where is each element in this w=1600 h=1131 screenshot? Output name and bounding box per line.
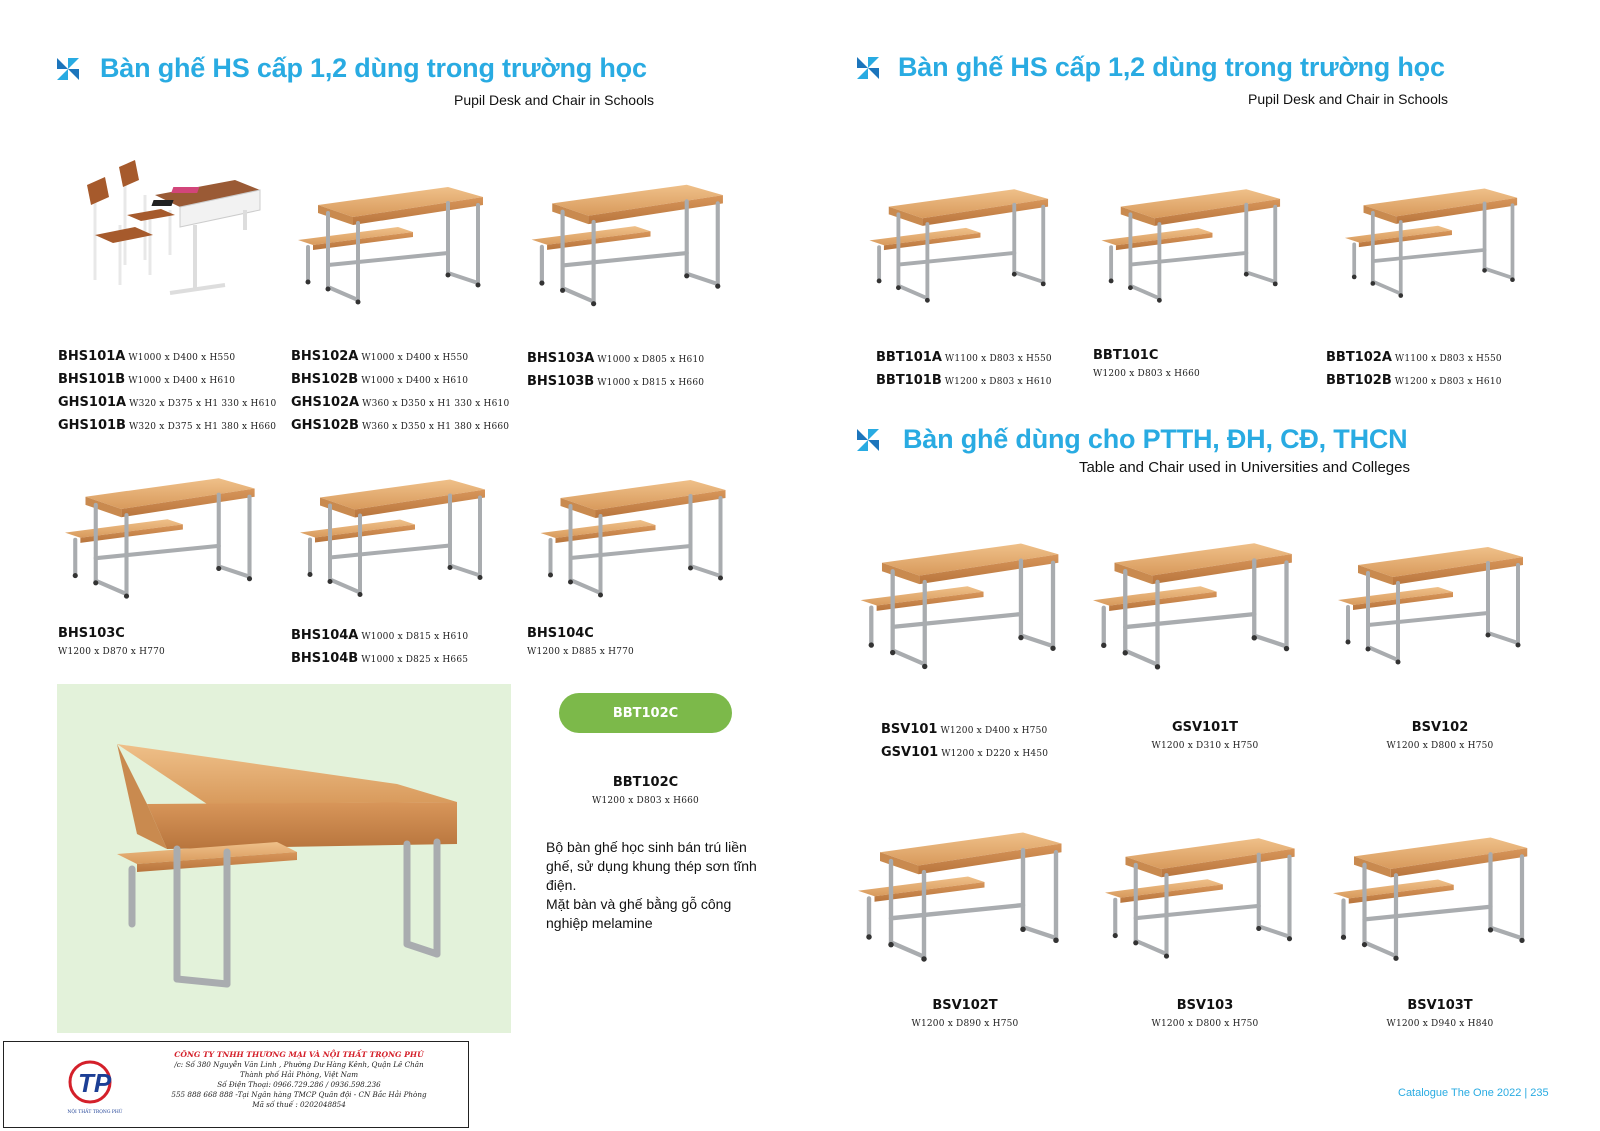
product-image-bhs101 (75, 155, 270, 315)
right-top-section-subtitle: Pupil Desk and Chair in Schools (1248, 91, 1448, 107)
product-image-bbt102ab (1333, 168, 1543, 303)
product-image-gsv101t (1093, 515, 1308, 680)
product-image-bsv102t (858, 808, 1078, 968)
product-spec-gsv101t: GSV101T W1200 x D310 x H750 (1151, 720, 1259, 751)
product-image-bsv102 (1333, 525, 1543, 670)
svg-text:TP: TP (78, 1068, 112, 1098)
product-image-bbt101ab (866, 168, 1066, 308)
product-spec-bbt101c: BBT101C W1200 x D803 x H660 (1093, 348, 1200, 379)
product-image-bhs102 (298, 165, 498, 310)
pinwheel-icon (857, 429, 879, 451)
product-image-bhs104c (538, 458, 743, 603)
product-spec-bbt102c: BBT102C W1200 x D803 x H660 (592, 775, 699, 806)
left-section-subtitle: Pupil Desk and Chair in Schools (454, 92, 654, 108)
right-top-section-title: Bàn ghế HS cấp 1,2 dùng trong trường học (898, 52, 1445, 82)
product-spec-bsv102: BSV102 W1200 x D800 x H750 (1386, 720, 1494, 751)
company-logo (64, 1060, 124, 1110)
product-spec-bhs104: BHS104A W1000 x D815 x H610 BHS104B W1000 x D825 x H665 (291, 628, 469, 666)
product-spec-bbt102ab: BBT102A W1100 x D803 x H550 BBT102B W1200 x D803 x H610 (1326, 350, 1502, 388)
logo-caption: NỘI THẤT TRỌNG PHÚ (67, 1110, 123, 1115)
product-spec-bsv103: BSV103 W1200 x D800 x H750 (1151, 998, 1259, 1029)
product-spec-bhs102: BHS102A W1000 x D400 x H550 BHS102B W1000 x D400 x H610 GHS102A W360 x D350 x H1 330 x H610 GHS102B W360 x D350 x H1 380 x H660 (291, 349, 510, 433)
left-section-title: Bàn ghế HS cấp 1,2 dùng trong trường học (100, 53, 647, 83)
product-spec-bhs104c: BHS104C W1200 x D885 x H770 (527, 626, 634, 657)
feature-description: Bộ bàn ghế học sinh bán trú liền ghế, sử dụng khung thép sơn tĩnh điện. Mặt bàn và ghế bằng gỗ công nghiệp melamine (546, 839, 757, 931)
pinwheel-icon (57, 58, 79, 80)
company-stamp-box (3, 1041, 469, 1128)
product-image-bsv101 (860, 520, 1075, 675)
product-spec-bhs103: BHS103A W1000 x D805 x H610 BHS103B W1000 x D815 x H660 (527, 351, 705, 389)
right-bottom-section-subtitle: Table and Chair used in Universities and Colleges (1078, 459, 1410, 476)
right-bottom-section-title: Bàn ghế dùng cho PTTH, ĐH, CĐ, THCN (903, 424, 1408, 454)
product-spec-bsv101: BSV101 W1200 x D400 x H750 GSV101 W1200 x D220 x H450 (881, 722, 1049, 760)
product-image-bhs103c (65, 455, 270, 605)
product-image-bhs104 (300, 455, 500, 605)
product-spec-bsv102t: BSV102T W1200 x D890 x H750 (911, 998, 1019, 1029)
pinwheel-icon (857, 57, 879, 79)
bbt102c-badge: BBT102C (559, 693, 732, 733)
feature-image-panel (57, 684, 511, 1033)
product-spec-bsv103t: BSV103T W1200 x D940 x H840 (1386, 998, 1494, 1029)
product-image-bbt102c (57, 684, 511, 1033)
page-number: Catalogue The One 2022 | 235 (1398, 1087, 1549, 1099)
product-spec-bhs101: BHS101A W1000 x D400 x H550 BHS101B W1000 x D400 x H610 GHS101A W320 x D375 x H1 330 x H610 GHS101B W320 x D375 x H1 380 x H660 (58, 349, 277, 433)
product-image-bsv103t (1333, 808, 1543, 973)
product-spec-bbt101ab: BBT101A W1100 x D803 x H550 BBT101B W1200 x D803 x H610 (876, 350, 1052, 388)
product-image-bhs103 (530, 162, 740, 312)
product-image-bbt101c (1093, 168, 1303, 308)
product-spec-bhs103c: BHS103C W1200 x D870 x H770 (58, 626, 165, 657)
product-image-bsv103 (1105, 810, 1310, 970)
company-info: CÔNG TY TNHH THƯƠNG MẠI VÀ NỘI THẤT TRỌNG PHÚ /c: Số 380 Nguyễn Văn Linh , Phường Dư Hàng Kênh, Quận Lê Chân Thành phố Hải Phòng, Việt Nam Số Điện Thoại: 0966.729.286 / 0936.598.236 555 888 668 888 -Tại Ngân hàng TMCP Quân đội - CN Bắc Hải Phòng Mã số thuế : 0202048854 (171, 1050, 427, 1109)
